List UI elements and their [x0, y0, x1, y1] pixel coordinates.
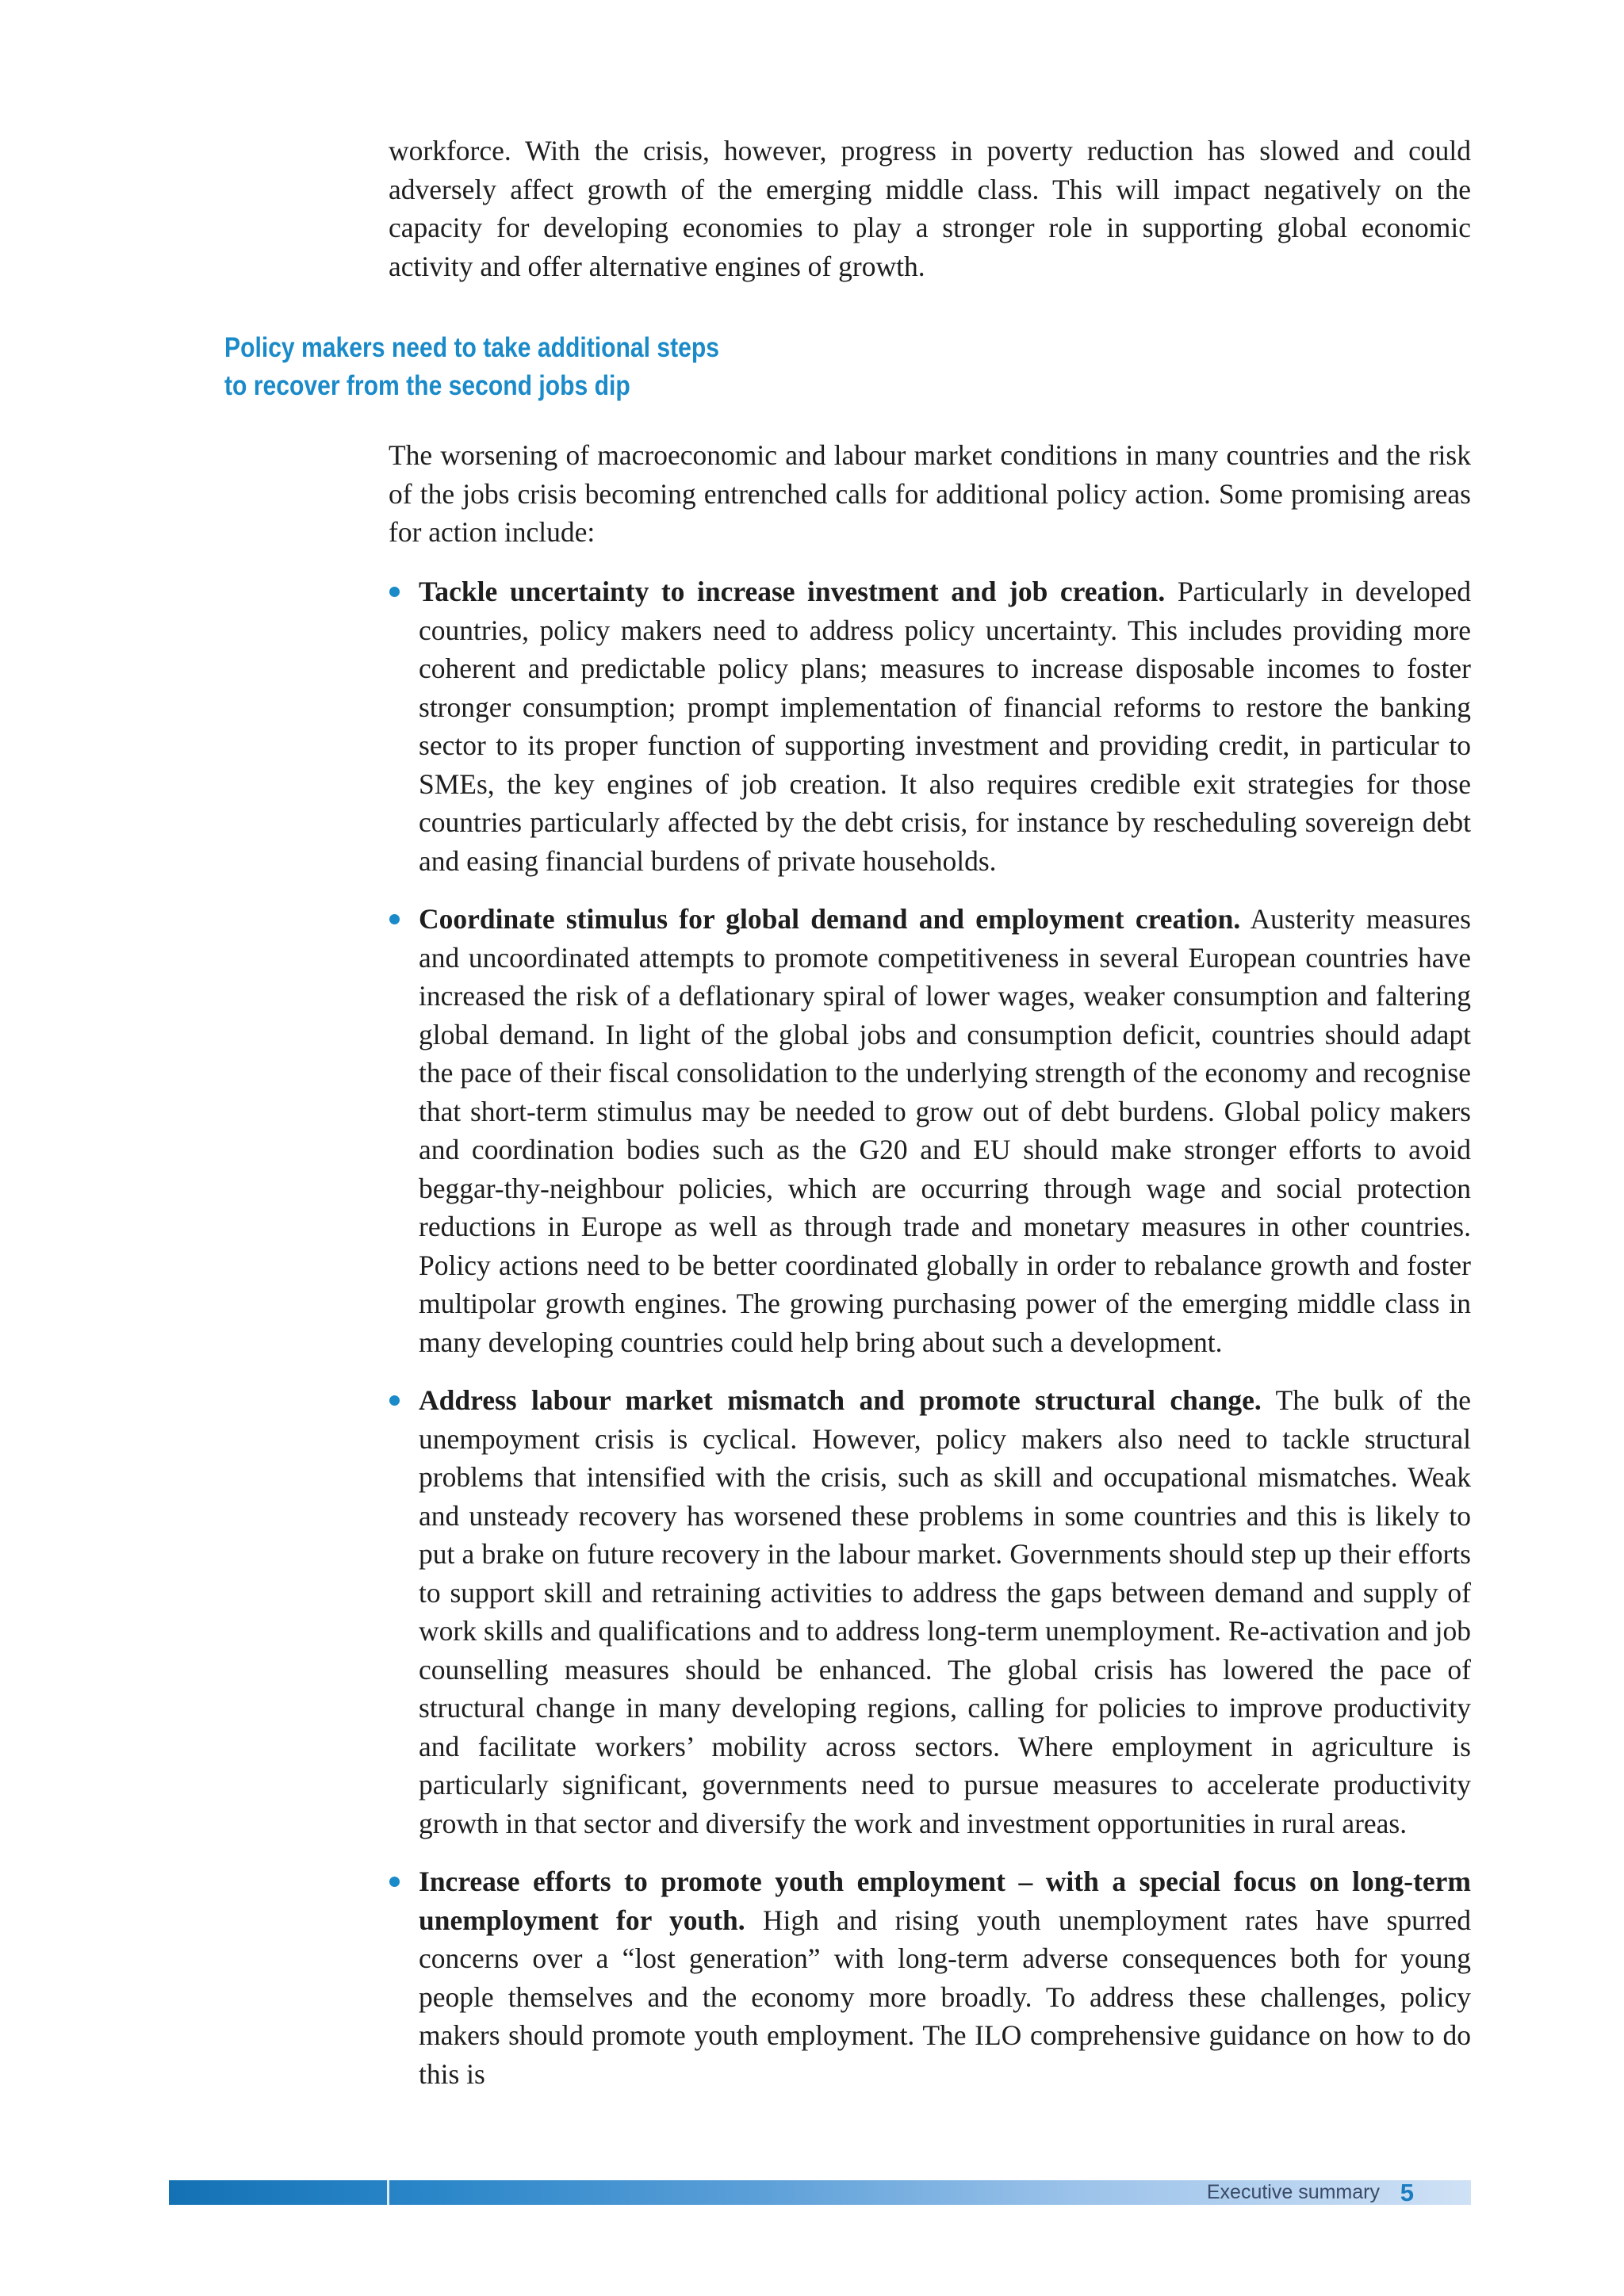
- policy-action-list: [389, 572, 1471, 2113]
- bullet-item: [389, 900, 1471, 1361]
- intro-paragraph: workforce. With the crisis, however, progress in poverty reduction has slowed and could adversely affect growth of the emerging middle class. This will impact negatively on the capacity for developing economies to play a stronger role in supporting global economic activity and offer alternative engines of growth.: [389, 135, 1471, 282]
- bullet-text: High and rising youth unemployment rates have spurred concerns over a “lost generation” with long-term adverse consequences both for young people themselves and the economy more broadly. To address these challenges, policy makers should promote youth employment. The ILO comprehensive guidance on how to do this is: [419, 1904, 1471, 2090]
- section-intro-paragraph: The worsening of macroeconomic and labour market conditions in many countries and the risk of the jobs crisis becoming entrenched calls for additional policy action. Some promising areas for action include:: [389, 439, 1471, 548]
- footer-section-label: Executive summary: [1206, 2181, 1380, 2203]
- section-heading-line-2: to recover from the second jobs dip: [224, 370, 630, 401]
- bullet-text: Particularly in developed countries, policy makers need to address policy uncertainty. This includes providing more coherent and predictable policy plans; measures to increase disposable incomes to foster stronger consumption; prompt implementation of financial reforms to restore the banking sector to its proper function of supporting investment and providing credit, in particular to SMEs, the key engines of job creation. It also requires credible exit strategies for those countries particularly affected by the debt crisis, for instance by rescheduling sovereign debt and easing financial burdens of private households.: [419, 576, 1471, 877]
- bullet-lead: Address labour market mismatch and promote structural change.: [419, 1384, 1262, 1416]
- section-heading: [224, 329, 783, 405]
- footer-bar: [169, 2180, 1471, 2205]
- bullet-item: [389, 1381, 1471, 1843]
- footer-divider: [387, 2180, 389, 2205]
- bullet-text: The bulk of the unempoyment crisis is cyclical. However, policy makers also need to tackle structural problems that intensified with the crisis, such as skill and occupational mismatches. Weak and unsteady recovery has worsened these problems in some countries and this is likely to put a brake on future recovery in the labour market. Governments should step up their efforts to support skill and retraining activities to address the gaps between demand and supply of work skills and qualifications and to address long-term unemployment. Re-activation and job counselling measures should be enhanced. The global crisis has lowered the pace of structural change in many developing regions, calling for policies to improve productivity and facilitate workers’ mobility across sectors. Where employment in agriculture is particularly significant, governments need to pursue measures to accelerate productivity growth in that sector and diversify the work and investment opportunities in rural areas.: [419, 1384, 1471, 1839]
- bullet-dot-icon: [389, 1395, 400, 1406]
- bullet-dot-icon: [389, 1877, 400, 1887]
- bullet-dot-icon: [389, 587, 400, 597]
- page-number: 5: [1400, 2179, 1414, 2206]
- section-heading-line-1: Policy makers need to take additional steps: [224, 332, 719, 363]
- bullet-lead: Tackle uncertainty to increase investment and job creation.: [419, 576, 1166, 607]
- bullet-dot-icon: [389, 914, 400, 924]
- bullet-item: [389, 1862, 1471, 2093]
- bullet-text: Austerity measures and uncoordinated attempts to promote competitiveness in several European countries have increased the risk of a deflationary spiral of lower wages, weaker consumption and faltering global demand. In light of the global jobs and consumption deficit, countries should adapt the pace of their fiscal consolidation to the underlying strength of the economy and recognise that short-term stimulus may be needed to grow out of debt burdens. Global policy makers and coordination bodies such as the G20 and EU should make stronger efforts to avoid beggar-thy-neighbour policies, which are occurring through wage and social protection reductions in Europe as well as through trade and monetary measures in other countries. Policy actions need to be better coordinated globally in order to rebalance growth and foster multipolar growth engines. The growing purchasing power of the emerging middle class in many developing countries could help bring about such a development.: [419, 903, 1471, 1358]
- bullet-lead: Increase efforts to promote youth employment – with a special focus on long-term unemployment for youth.: [419, 1866, 1471, 1936]
- bullet-item: [389, 572, 1471, 880]
- bullet-lead: Coordinate stimulus for global demand and employment creation.: [419, 903, 1241, 935]
